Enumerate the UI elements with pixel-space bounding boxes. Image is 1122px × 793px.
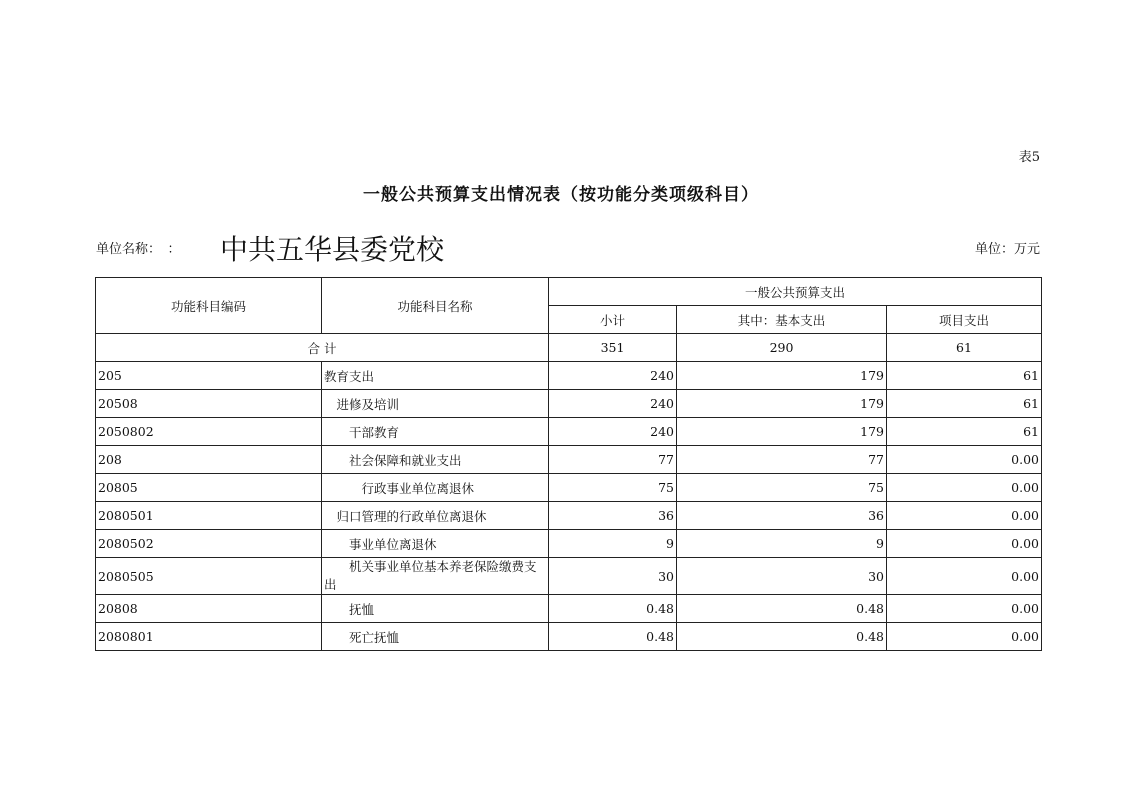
row-subtotal: 75 bbox=[549, 474, 677, 502]
table-number: 表5 bbox=[1018, 150, 1040, 165]
row-project: 0.00 bbox=[887, 595, 1042, 623]
row-code: 205 bbox=[96, 362, 322, 390]
total-basic: 290 bbox=[677, 334, 887, 362]
row-name: 行政事业单位离退休 bbox=[322, 474, 549, 502]
table-row bbox=[96, 502, 1042, 530]
row-name: 教育支出 bbox=[322, 362, 549, 390]
row-basic: 30 bbox=[677, 558, 887, 595]
row-basic: 179 bbox=[677, 418, 887, 446]
total-subtotal: 351 bbox=[549, 334, 677, 362]
table-row bbox=[96, 474, 1042, 502]
currency-unit: 单位：万元 bbox=[974, 242, 1040, 257]
row-subtotal: 0.48 bbox=[549, 623, 677, 651]
row-project: 0.00 bbox=[887, 623, 1042, 651]
header-project: 项目支出 bbox=[887, 306, 1042, 334]
table-row bbox=[96, 418, 1042, 446]
row-subtotal: 77 bbox=[549, 446, 677, 474]
table-row bbox=[96, 530, 1042, 558]
row-project: 0.00 bbox=[887, 502, 1042, 530]
header-name: 功能科目名称 bbox=[322, 278, 549, 334]
row-code: 2050802 bbox=[96, 418, 322, 446]
row-code: 208 bbox=[96, 446, 322, 474]
unit-name-label: 单位名称： ： bbox=[96, 242, 181, 257]
row-project: 61 bbox=[887, 390, 1042, 418]
row-basic: 9 bbox=[677, 530, 887, 558]
row-basic: 0.48 bbox=[677, 595, 887, 623]
row-project: 61 bbox=[887, 418, 1042, 446]
row-code: 20808 bbox=[96, 595, 322, 623]
row-name: 进修及培训 bbox=[322, 390, 549, 418]
header-basic: 其中：基本支出 bbox=[677, 306, 887, 334]
header-row-1 bbox=[96, 278, 1042, 306]
row-code: 20508 bbox=[96, 390, 322, 418]
row-name: 死亡抚恤 bbox=[322, 623, 549, 651]
row-project: 0.00 bbox=[887, 446, 1042, 474]
row-code: 2080501 bbox=[96, 502, 322, 530]
total-row bbox=[96, 334, 1042, 362]
row-basic: 77 bbox=[677, 446, 887, 474]
unit-name: 中共五华县委党校 bbox=[220, 233, 445, 266]
header-code: 功能科目编码 bbox=[96, 278, 322, 334]
page-title: 一般公共预算支出情况表（按功能分类项级科目） bbox=[363, 185, 759, 205]
row-basic: 179 bbox=[677, 362, 887, 390]
row-subtotal: 30 bbox=[549, 558, 677, 595]
row-basic: 75 bbox=[677, 474, 887, 502]
row-project: 0.00 bbox=[887, 530, 1042, 558]
row-name: 社会保障和就业支出 bbox=[322, 446, 549, 474]
table-row bbox=[96, 558, 1042, 595]
row-name: 干部教育 bbox=[322, 418, 549, 446]
row-subtotal: 240 bbox=[549, 418, 677, 446]
table-row bbox=[96, 595, 1042, 623]
row-subtotal: 0.48 bbox=[549, 595, 677, 623]
expenditure-table bbox=[95, 277, 1042, 651]
row-code: 20805 bbox=[96, 474, 322, 502]
row-name: 事业单位离退休 bbox=[322, 530, 549, 558]
row-project: 0.00 bbox=[887, 474, 1042, 502]
total-label: 合 计 bbox=[96, 334, 549, 362]
row-project: 0.00 bbox=[887, 558, 1042, 595]
row-code: 2080502 bbox=[96, 530, 322, 558]
row-name: 机关事业单位基本养老保险缴费支出 bbox=[322, 558, 549, 595]
row-code: 2080505 bbox=[96, 558, 322, 595]
row-subtotal: 240 bbox=[549, 390, 677, 418]
table-row bbox=[96, 446, 1042, 474]
header-subtotal: 小计 bbox=[549, 306, 677, 334]
row-name: 抚恤 bbox=[322, 595, 549, 623]
table-row bbox=[96, 362, 1042, 390]
row-basic: 36 bbox=[677, 502, 887, 530]
row-basic: 179 bbox=[677, 390, 887, 418]
row-subtotal: 36 bbox=[549, 502, 677, 530]
total-project: 61 bbox=[887, 334, 1042, 362]
row-subtotal: 9 bbox=[549, 530, 677, 558]
table-row bbox=[96, 623, 1042, 651]
table-row bbox=[96, 390, 1042, 418]
row-project: 61 bbox=[887, 362, 1042, 390]
row-code: 2080801 bbox=[96, 623, 322, 651]
row-subtotal: 240 bbox=[549, 362, 677, 390]
row-basic: 0.48 bbox=[677, 623, 887, 651]
row-name: 归口管理的行政单位离退休 bbox=[322, 502, 549, 530]
header-group: 一般公共预算支出 bbox=[549, 278, 1042, 306]
